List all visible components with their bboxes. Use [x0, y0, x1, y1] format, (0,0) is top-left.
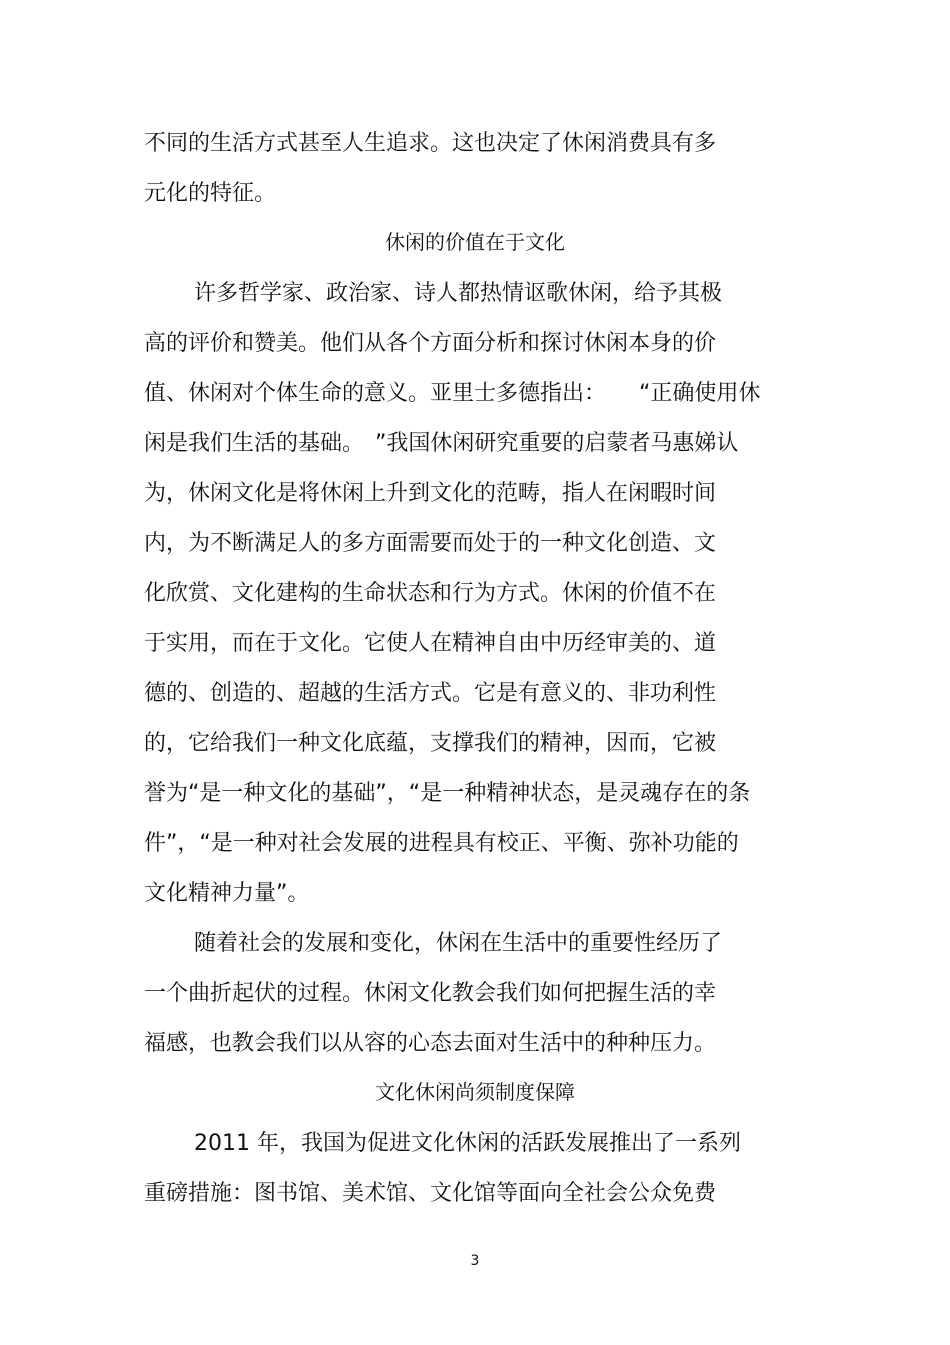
paragraph-line: 元化的特征。: [144, 181, 277, 206]
paragraph-line: 福感，也教会我们以从容的心态去面对生活中的种种压力。: [144, 1031, 717, 1056]
paragraph-line: 闲是我们生活的基础。 ”我国休闲研究重要的启蒙者马惠娣认: [144, 431, 739, 456]
paragraph-line: 重磅措施：图书馆、美术馆、文化馆等面向全社会公众免费: [144, 1181, 717, 1206]
paragraph-line: 件”，“是一种对社会发展的进程具有校正、平衡、弥补功能的: [144, 831, 739, 856]
paragraph-line: 一个曲折起伏的过程。休闲文化教会我们如何把握生活的幸: [144, 981, 717, 1006]
paragraph-line: 文化精神力量”。: [144, 881, 310, 906]
paragraph-line: 誉为“是一种文化的基础”，“是一种精神状态，是灵魂存在的条: [144, 781, 751, 806]
paragraph-line: 高的评价和赞美。他们从各个方面分析和探讨休闲本身的价: [144, 331, 717, 356]
paragraph-line: 内，为不断满足人的多方面需要而处于的一种文化创造、文: [144, 531, 717, 556]
paragraph-line: 不同的生活方式甚至人生追求。这也决定了休闲消费具有多: [144, 131, 717, 156]
paragraph-line: 许多哲学家、政治家、诗人都热情讴歌休闲，给予其极: [194, 281, 723, 306]
paragraph-line: 德的、创造的、超越的生活方式。它是有意义的、非功利性: [144, 681, 717, 706]
paragraph-line: 于实用，而在于文化。它使人在精神自由中历经审美的、道: [144, 631, 717, 656]
paragraph-line: 为，休闲文化是将休闲上升到文化的范畴，指人在闲暇时间: [144, 481, 717, 506]
paragraph-line: 值、休闲对个体生命的意义。亚里士多德指出： “正确使用休: [144, 381, 761, 406]
paragraph-line: 随着社会的发展和变化，休闲在生活中的重要性经历了: [194, 931, 723, 956]
paragraph-line: 2011 年，我国为促进文化休闲的活跃发展推出了一系列: [194, 1131, 741, 1156]
section-heading: 休闲的价值在于文化: [385, 230, 565, 254]
section-heading: 文化休闲尚须制度保障: [375, 1080, 575, 1104]
paragraph-line: 的，它给我们一种文化底蕴，支撑我们的精神，因而，它被: [144, 731, 717, 756]
page-number: 3: [470, 1253, 480, 1269]
paragraph-line: 化欣赏、文化建构的生命状态和行为方式。休闲的价值不在: [144, 581, 717, 606]
